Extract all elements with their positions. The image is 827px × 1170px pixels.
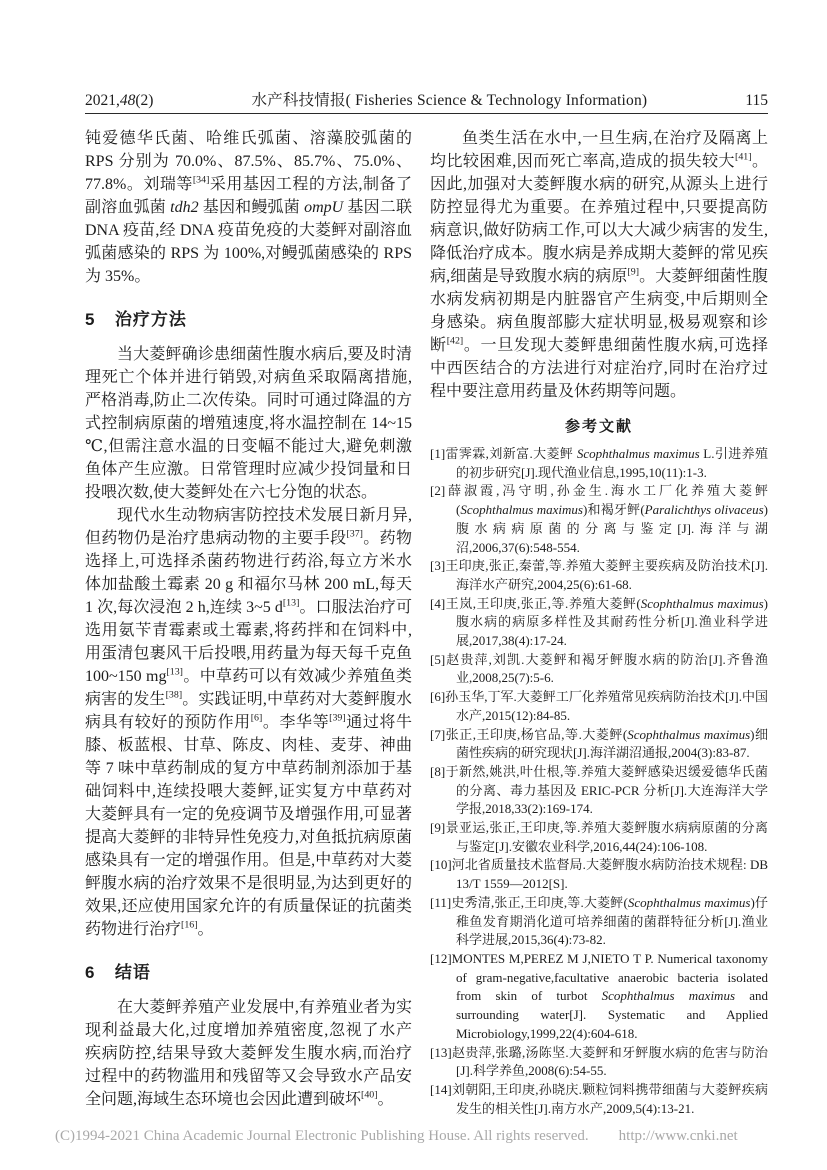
reference-label: [3] <box>430 558 446 574</box>
right-column <box>430 127 768 1118</box>
reference-label: [10] <box>430 857 452 873</box>
section-number: 5 <box>85 310 95 329</box>
section-5-heading <box>85 305 412 330</box>
cnki-url: http://www.cnki.net <box>618 1128 738 1144</box>
reference-item: [8]于新然,姚洪,叶仕根,等.养殖大菱鲆感染迟缓爱德华氏菌的分离、毒力基因及 ERIC-PCR 分析[J].大连海洋大学学报,2018,33(2):169-174. <box>430 763 768 817</box>
reference-label: [12] <box>430 950 452 966</box>
reference-label: [8] <box>430 763 446 779</box>
paragraph-treatment-isolation: 当大菱鲆确诊患细菌性腹水病后,要及时清理死亡个体并进行销毁,对病鱼采取隔离措施,严格消毒,防止二次传染。同时可通过降温的方式控制病原菌的增殖速度,将水温控制在 14~15 ℃,但需注意水温的日变幅不能过大,避免刺激鱼体产生应激。日常管理时应减少投饲量和日投喂次数,使大菱鲆处在六七分饱的状态。 <box>85 346 412 501</box>
reference-label: [2] <box>430 483 446 499</box>
header-divider <box>85 113 768 114</box>
reference-item: [5]赵贵萍,刘凯.大菱鲆和褐牙鲆腹水病的防治[J].齐鲁渔业,2008,25(7):5-6. <box>430 651 768 686</box>
paragraph-treatment-drugs: 现代水生动物病害防控技术发展日新月异,但药物仍是治疗患病动物的主要手段[37]。药物选择上,可选择杀菌药物进行药浴,每立方米水体加盐酸土霉素 20 g 和福尔马林 200 mL,每天 1 次,每次浸泡 2 h,连续 3~5 d[13]。口服法治疗可选用氨苄青霉素或土霉素,将药拌和在饲料中,用蛋清包裹风干后投喂,用药量为每天每千克鱼 100~150 mg[13]。中草药可以有效减少养殖鱼类病害的发生[38]。实践证明,中草药对大菱鲆腹水病具有较好的预防作用[6]。李华等[39]通过将牛膝、板蓝根、甘草、陈皮、肉桂、麦芽、神曲等 7 味中草药制成的复方中草药制剂添加于基础饲料中,连续投喂大菱鲆,证实复方中草药对大菱鲆具有一定的免疫调节及增强作用,可显著提高大菱鲆的非特异性免疫力,对鱼抵抗病原菌感染具有一定的增强作用。但是,中草药对大菱鲆腹水病的治疗效果不是很明显,为达到更好的效果,还应使用国家允许的有质量保证的抗菌类药物进行治疗[16]。 <box>85 507 412 938</box>
references-list <box>430 445 768 1118</box>
paragraph-vaccine-rps: 钝爱德华氏菌、哈维氏弧菌、溶藻胶弧菌的 RPS 分别为 70.0%、87.5%、85.7%、75.0%、77.8%。刘瑞等[34]采用基因工程的方法,制备了副溶血弧菌 tdh2 基因和鳗弧菌 ompU 基因二联 DNA 疫苗,经 DNA 疫苗免疫的大菱鲆对副溶血弧菌感染的 RPS 为 100%,对鳗弧菌感染的 RPS 为 35%。 <box>85 130 412 285</box>
paragraph-conclusion: 在大菱鲆养殖产业发展中,有养殖业者为实现利益最大化,过度增加养殖密度,忽视了水产疾病防控,结果导致大菱鲆发生腹水病,而治疗过程中的药物滥用和残留等又会导致水产品安全问题,海域生态环境也会因此遭到破坏[40]。 <box>85 999 412 1108</box>
article-body <box>85 127 768 1118</box>
section-6-heading <box>85 958 412 983</box>
reference-item: [7]张正,王印庚,杨官品,等.大菱鲆(Scophthalmus maximus)细菌性疾病的研究现状[J].海洋湖沼通报,2004(3):83-87. <box>430 726 768 761</box>
page-header <box>85 88 768 110</box>
section-title: 结语 <box>114 963 151 982</box>
journal-issue: 2021,48(2) <box>85 92 154 109</box>
references-heading: 参考文献 <box>564 418 633 435</box>
reference-item: [1]雷霁霖,刘新富.大菱鲆 Scophthalmus maximus L.引进养殖的初步研究[J].现代渔业信息,1995,10(11):1-3. <box>430 446 768 480</box>
reference-label: [13] <box>430 1044 452 1060</box>
reference-item: [3]王印庚,张正,秦蕾,等.养殖大菱鲆主要疾病及防治技术[J].海洋水产研究,2004,25(6):61-68. <box>430 558 768 592</box>
journal-title: 水产科技情报( Fisheries Science & Technology Information) <box>251 92 648 109</box>
reference-item: [11]史秀清,张正,王印庚,等.大菱鲆(Scophthalmus maximus)仔稚鱼发育期消化道可培养细菌的菌群特征分析[J].渔业科学进展,2015,36(4):73-82. <box>430 894 768 948</box>
copyright-text: (C)1994-2021 China Academic Journal Electronic Publishing House. All rights reserved. <box>55 1128 589 1144</box>
reference-item: [9]景亚运,张正,王印庚,等.养殖大菱鲆腹水病病原菌的分离与鉴定[J].安徽农业科学,2016,44(24):106-108. <box>430 820 768 854</box>
reference-label: [11] <box>430 894 452 910</box>
reference-item: [12]MONTES M,PEREZ M J,NIETO T P. Numerical taxonomy of gram-negative,facultative anaerobic bacteria isolated from skin of turbot Scophthalmus maximus and surrounding water[J]. Systematic and Applied Microbiology,1999,22(4):604-618. <box>430 950 768 1041</box>
section-title: 治疗方法 <box>114 310 187 329</box>
reference-label: [1] <box>430 446 446 461</box>
left-column <box>85 127 412 1118</box>
reference-item: [13]赵贵萍,张璐,汤陈坚.大菱鲆和牙鲆腹水病的危害与防治[J].科学养鱼,2008(6):54-55. <box>430 1044 768 1079</box>
reference-label: [9] <box>430 820 446 836</box>
reference-item: [14]刘朝阳,王印庚,孙晓庆.颗粒饲料携带细菌与大菱鲆疾病发生的相关性[J].南方水产,2009,5(4):13-21. <box>430 1081 768 1116</box>
copyright-footer <box>55 1128 795 1145</box>
page-number: 115 <box>745 92 768 109</box>
reference-item: [10]河北省质量技术监督局.大菱鲆腹水病防治技术规程: DB 13/T 1559—2012[S]. <box>430 857 768 892</box>
reference-item: [2]薛淑霞,冯守明,孙金生.海水工厂化养殖大菱鲆(Scophthalmus maximus)和褐牙鲆(Paralichthys olivaceus)腹水病病原菌的分离与鉴定[J].海洋与湖沼,2006,37(6):548-554. <box>430 483 768 555</box>
section-number: 6 <box>85 963 95 982</box>
reference-item: [4]王岚,王印庚,张正,等.养殖大菱鲆(Scophthalmus maximus)腹水病的病原多样性及其耐药性分析[J].渔业科学进展,2017,38(4):17-24. <box>430 595 768 649</box>
reference-label: [4] <box>430 595 446 611</box>
reference-label: [5] <box>430 651 446 667</box>
reference-label: [14] <box>430 1081 452 1097</box>
reference-item: [6]孙玉华,丁军.大菱鲆工厂化养殖常见疾病防治技术[J].中国水产,2015(12):84-85. <box>430 689 768 723</box>
reference-label: [6] <box>430 689 446 705</box>
reference-label: [7] <box>430 726 446 742</box>
paragraph-prevention-summary: 鱼类生活在水中,一旦生病,在治疗及隔离上均比较困难,因而死亡率高,造成的损失较大[41]。因此,加强对大菱鲆腹水病的研究,从源头上进行防控显得尤为重要。在养殖过程中,只要提高防病意识,做好防病工作,可以大大减少病害的发生,降低治疗成本。腹水病是养成期大菱鲆的常见疾病,细菌是导致腹水病的病原[9]。大菱鲆细菌性腹水病发病初期是内脏器官产生病变,中后期则全身感染。病鱼腹部膨大症状明显,极易观察和诊断[42]。一旦发现大菱鲆患细菌性腹水病,可选择中西医结合的方法进行对症治疗,同时在治疗过程中要注意用药量及休药期等问题。 <box>430 130 768 400</box>
